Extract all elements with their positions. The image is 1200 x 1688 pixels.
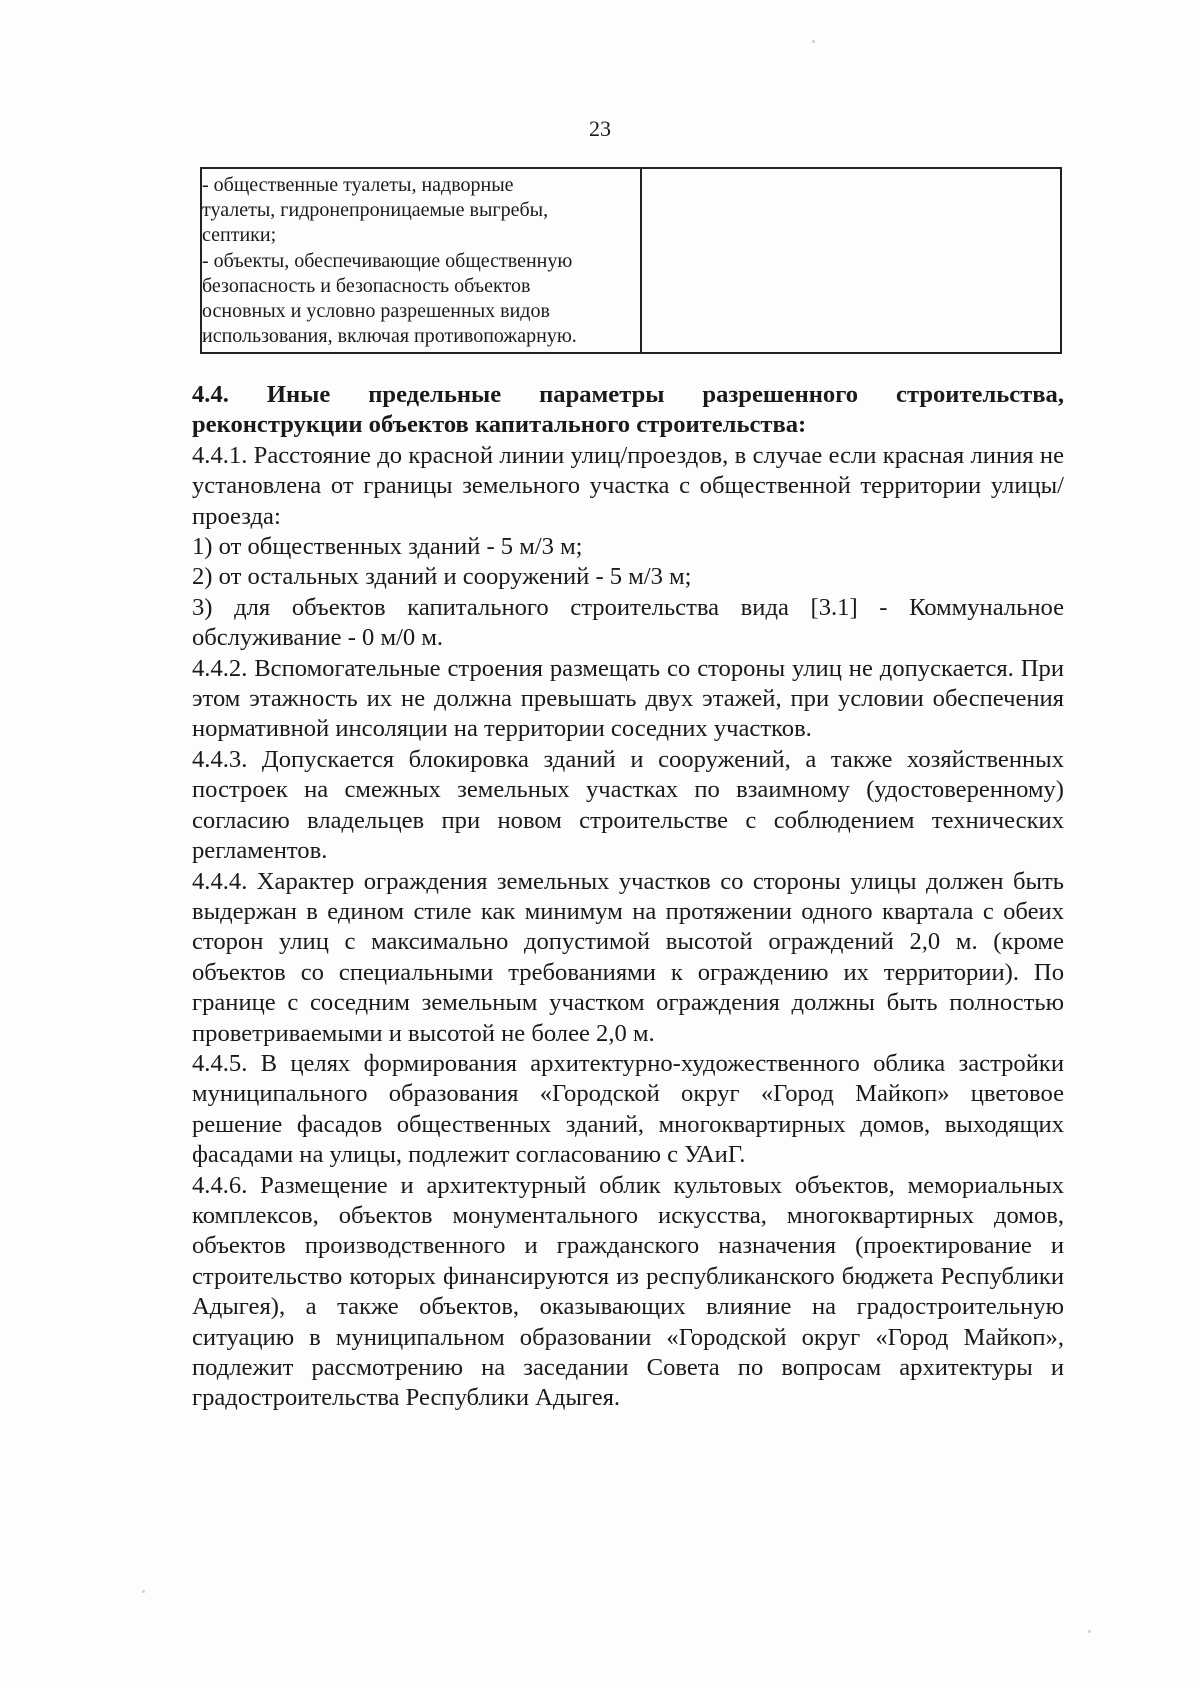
scan-speck [812,40,815,43]
paragraph: 1) от общественных зданий - 5 м/3 м; [192,533,583,561]
table-cell-line: основных и условно разрешенных видов [202,300,550,323]
scan-speck [1088,1630,1091,1633]
paragraph: 4.4.2. Вспомогательные строения размещать со стороны улиц не допускается. При этом этажность их не должна превышать двух этажей, при условии обеспечения нормативной инсоляции на территории соседних участков. [192,654,1064,743]
section-heading: 4.4. Иные предельные параметры разрешенного строительства, реконструкции объектов капитального строительства: [192,381,1064,439]
table-cell-line: - объекты, обеспечивающие общественную [202,249,573,272]
table-cell-line: - общественные туалеты, надворные [202,174,514,196]
section-body [192,380,1064,1414]
table-cell-line: туалеты, гидронепроницаемые выгребы, [202,199,549,222]
scan-speck [142,1590,145,1593]
page-number: 23 [589,116,611,141]
table-right-cell [642,169,1060,352]
permitted-uses-table [200,167,1062,354]
table-cell-line: использования, включая противопожарную. [202,325,577,348]
table-cell-line: септики; [202,224,277,247]
table-left-cell [202,169,642,352]
paragraph: 4.4.3. Допускается блокировка зданий и сооружений, а также хозяйственных построек на смежных земельных участках по взаимному (удостоверенному) согласию владельцев при новом строительстве с соблюдением технических регламентов. [192,745,1064,865]
table-cell-line: безопасность и безопасность объектов [202,274,531,297]
paragraph: 4.4.5. В целях формирования архитектурно-художественного облика застройки муниципального образования «Городской округ «Город Майкоп» цветовое решение фасадов общественных зданий, многоквартирных домов, выходящих фасадами на улицы, подлежит согласованию с УАиГ. [192,1049,1064,1169]
paragraph: 3) для объектов капитального строительства вида [3.1] - Коммунальное обслуживание - 0 м/0 м. [192,593,1064,652]
paragraph: 2) от остальных зданий и сооружений - 5 м/3 м; [192,563,692,591]
paragraph: 4.4.6. Размещение и архитектурный облик культовых объектов, мемориальных комплексов, объектов монументального искусства, многоквартирных домов, объектов производственного и гражданского назначения (проектирование и строительство которых финансируются из республиканского бюджета Республики Адыгея), а также объектов, оказывающих влияние на градостроительную ситуацию в муниципальном образовании «Городской округ «Город Майкоп», подлежит рассмотрению на заседании Совета по вопросам архитектуры и градостроительства Республики Адыгея. [192,1171,1064,1412]
paragraph: 4.4.4. Характер ограждения земельных участков со стороны улицы должен быть выдержан в едином стиле как минимум на протяжении одного квартала с обеих сторон улиц с максимально допустимой высотой ограждений 2,0 м. (кроме объектов со специальными требованиями к ограждению их территории). По границе с соседним земельным участком ограждения должны быть полностью проветриваемыми и высотой не более 2,0 м. [192,867,1064,1047]
paragraph: 4.4.1. Расстояние до красной линии улиц/проездов, в случае если красная линия не установлена от границы земельного участка с общественной территории улицы/проезда: [192,441,1064,530]
